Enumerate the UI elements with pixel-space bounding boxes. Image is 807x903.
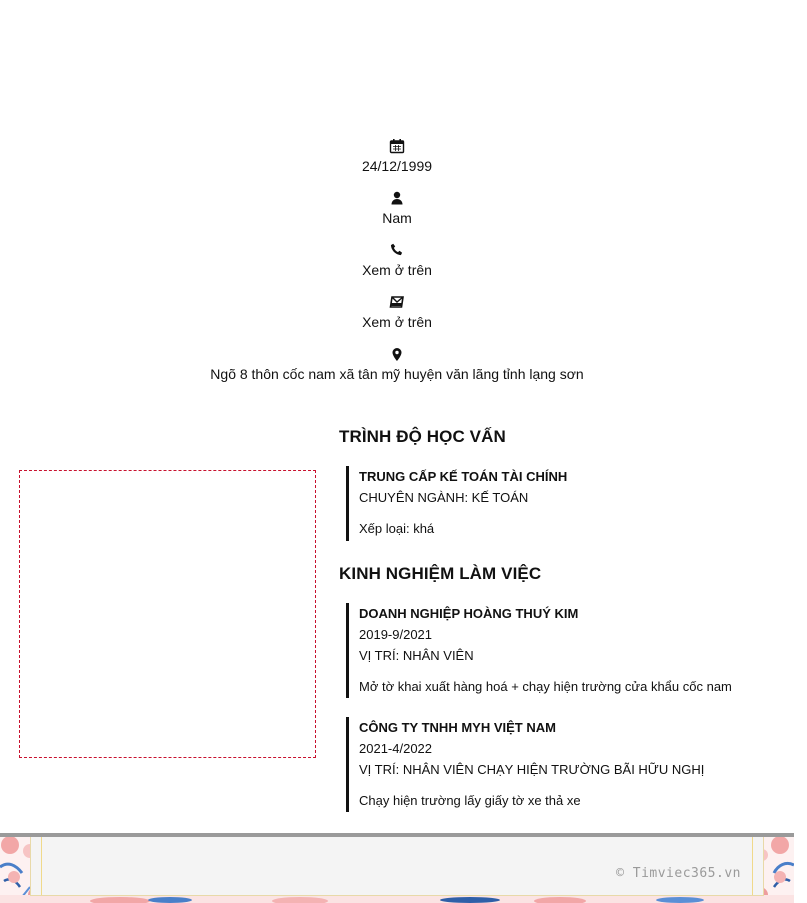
job-period: 2019-9/2021: [359, 627, 433, 642]
copyright-text: © Timviec365.vn: [616, 866, 741, 881]
major: CHUYÊN NGÀNH: KẾ TOÁN: [359, 490, 529, 505]
envelope-icon: [389, 294, 405, 310]
grade-note: Xếp loại: khá: [359, 521, 435, 536]
calendar-icon: [389, 138, 405, 154]
education-entry: [346, 466, 567, 541]
floral-decoration-bottom: [0, 895, 794, 903]
footer-card: [30, 837, 764, 896]
experience-heading: KINH NGHIỆM LÀM VIỆC: [339, 564, 542, 583]
job-description: Mở tờ khai xuất hàng hoá + chạy hiện trường cửa khẩu cốc nam: [359, 679, 732, 694]
job-position: VỊ TRÍ: NHÂN VIÊN CHẠY HIỆN TRƯỜNG BÃI HỮU NGHỊ: [359, 762, 705, 777]
company-name: CÔNG TY TNHH MYH VIỆT NAM: [359, 720, 556, 735]
footer: [0, 837, 794, 903]
birthdate-text: 24/12/1999: [361, 158, 433, 174]
personal-info: [0, 132, 794, 392]
gender-text: Nam: [382, 210, 412, 226]
address-text: Ngõ 8 thôn cốc nam xã tân mỹ huyện văn lãng tỉnh lạng sơn: [210, 366, 584, 382]
job-description: Chạy hiện trường lấy giấy tờ xe thả xe: [359, 793, 581, 808]
job-position: VỊ TRÍ: NHÂN VIÊN: [359, 648, 474, 663]
experience-entry: [346, 717, 704, 812]
company-name: DOANH NGHIỆP HOÀNG THUÝ KIM: [359, 606, 579, 621]
phone-text: Xem ở trên: [362, 262, 432, 278]
gender-item: [0, 184, 794, 236]
address-item: [0, 340, 794, 392]
school-name: TRUNG CẤP KẾ TOÁN TÀI CHÍNH: [359, 469, 568, 484]
email-text: Xem ở trên: [362, 314, 432, 330]
birthdate-item: [0, 132, 794, 184]
user-icon: [389, 190, 405, 206]
email-item: [0, 288, 794, 340]
education-heading: TRÌNH ĐỘ HỌC VẤN: [339, 427, 506, 446]
experience-entry: [346, 603, 732, 698]
phone-item: [0, 236, 794, 288]
empty-dashed-box: [19, 470, 316, 758]
map-marker-icon: [389, 346, 405, 362]
job-period: 2021-4/2022: [359, 741, 433, 756]
phone-icon: [389, 242, 405, 258]
